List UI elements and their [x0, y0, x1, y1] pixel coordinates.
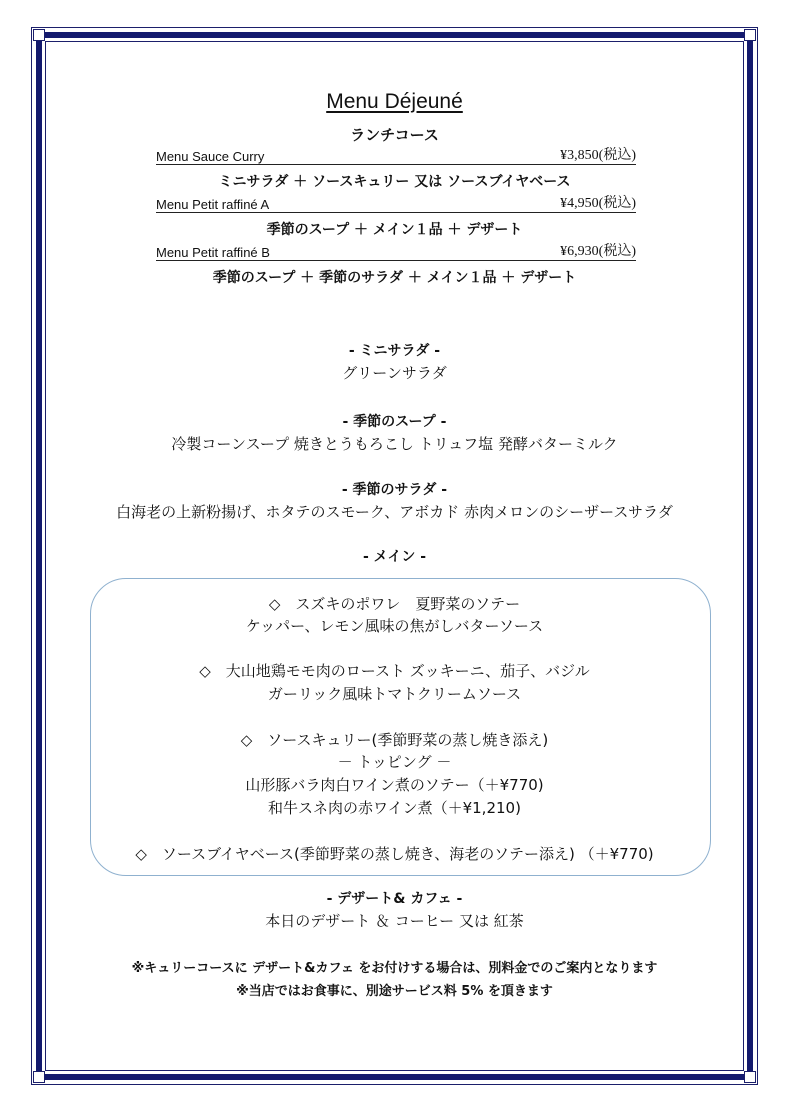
corner-ornament — [744, 29, 756, 41]
course-price: ¥6,930(税込) — [560, 244, 636, 259]
course-row — [156, 242, 636, 261]
main-item-detail: ガーリック風味トマトクリームソース — [267, 685, 522, 703]
note-line: ※キュリーコースに デザート&カフェ をお付けする場合は、別料金でのご案内となります — [131, 961, 658, 976]
dessert-heading: - デザート& カフェ - — [326, 891, 463, 907]
topping-item: 和牛スネ肉の赤ワイン煮（＋¥1,210) — [268, 799, 521, 817]
course-row — [156, 194, 636, 213]
salad-text: 白海老の上新粉揚げ、ホタテのスモーク、アボカド 赤肉メロンのシーザースサラダ — [116, 503, 673, 521]
dessert-text: 本日のデザート ＆ コーヒー 又は 紅茶 — [265, 912, 524, 930]
note-line: ※当店ではお食事に、別途サービス料 5% を頂きます — [236, 984, 553, 999]
course-name: Menu Sauce Curry — [156, 149, 265, 164]
course-description: 季節のスープ ＋ メイン１品 ＋ デザート — [266, 222, 523, 238]
topping-item: 山形豚バラ肉白ワイン煮のソテー（＋¥770) — [245, 776, 544, 794]
menu-subtitle: ランチコース — [350, 126, 439, 144]
mini-salad-heading: - ミニサラダ - — [348, 343, 441, 359]
corner-ornament — [33, 29, 45, 41]
menu-title: Menu Déjeuné — [326, 90, 463, 113]
main-item-title: ◇ スズキのポワレ 夏野菜のソテー — [268, 595, 521, 613]
course-price: ¥3,850(税込) — [560, 148, 636, 163]
course-price: ¥4,950(税込) — [560, 196, 636, 211]
course-name: Menu Petit raffiné A — [156, 197, 270, 212]
main-item-title: ◇ ソースブイヤベース(季節野菜の蒸し焼き、海老のソテー添え) （＋¥770) — [135, 845, 654, 863]
corner-ornament — [33, 1071, 45, 1083]
main-heading: - メイン - — [362, 549, 427, 565]
topping-heading: － トッピング － — [337, 753, 452, 771]
soup-text: 冷製コーンスープ 焼きとうもろこし トリュフ塩 発酵バターミルク — [171, 435, 618, 453]
corner-ornament — [744, 1071, 756, 1083]
salad-heading: - 季節のサラダ - — [341, 482, 448, 498]
menu-page — [50, 0, 739, 1111]
course-name: Menu Petit raffiné B — [156, 245, 270, 260]
course-description: 季節のスープ ＋ 季節のサラダ ＋ メイン１品 ＋ デザート — [212, 270, 577, 286]
course-description: ミニサラダ ＋ ソースキュリー 又は ソースブイヤベース — [218, 174, 571, 190]
main-item-title: ◇ 大山地鶏モモ肉のロースト ズッキーニ、茄子、バジル — [199, 662, 590, 680]
soup-heading: - 季節のスープ - — [342, 414, 447, 430]
mini-salad-text: グリーンサラダ — [342, 364, 447, 382]
course-row — [156, 146, 636, 165]
main-item-detail: ケッパー、レモン風味の焦がしバターソース — [245, 617, 544, 635]
main-item-title: ◇ ソースキュリー(季節野菜の蒸し焼き添え) — [240, 731, 549, 749]
